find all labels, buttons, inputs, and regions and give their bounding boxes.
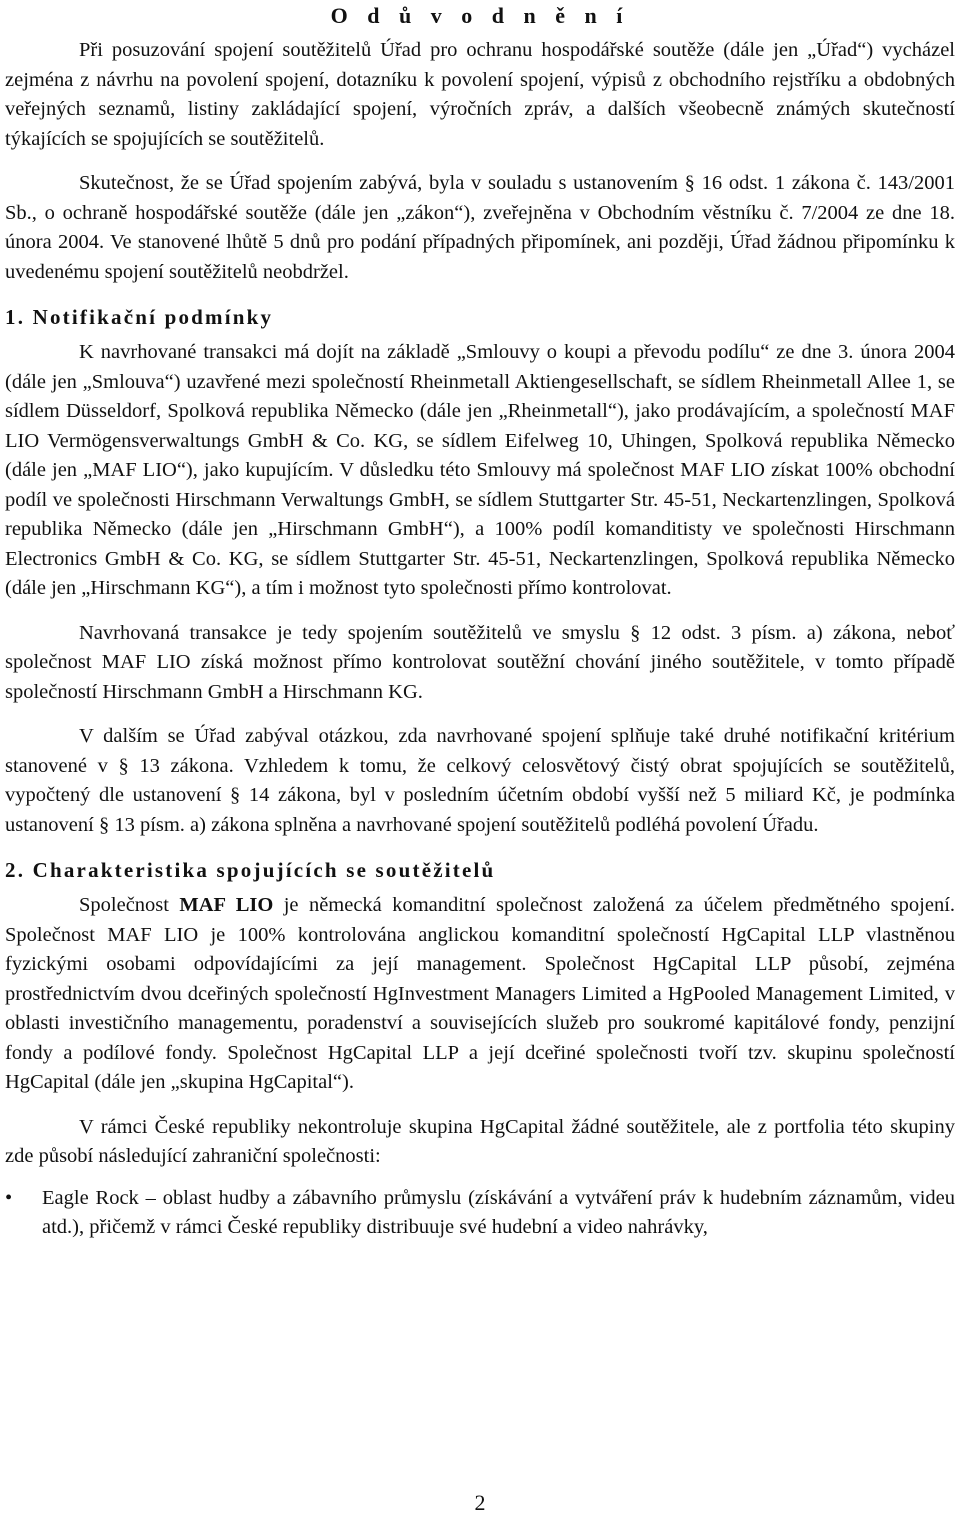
portfolio-list	[5, 1184, 955, 1243]
list-item	[5, 1184, 955, 1243]
bullet-icon: •	[5, 1186, 13, 1209]
company-name-maf-lio: MAF LIO	[179, 894, 274, 916]
page-number: 2	[474, 1490, 486, 1515]
paragraph-publication: Skutečnost, že se Úřad spojením zabývá, byla v souladu s ustanovením § 16 odst. 1 zákona č. 143/2001 Sb., o ochraně hospodářské soutěže (dále jen „zákon“), zveřejněna v Obchodním věstníku č. 7/2004 ze dne 18. února 2004. Ve stanovené lhůtě 5 dnů pro podání případných připomínek, ani později, Úřad žádnou připomínku k uvedenému spojení soutěžitelů neobdržel.	[5, 172, 955, 283]
paragraph-notification-criterion: V dalším se Úřad zabýval otázkou, zda navrhované spojení splňuje také druhé notifikační kritérium stanovené v § 13 zákona. Vzhledem k tomu, že celkový celosvětový čistý obrat spojujících se soutěžitelů, vypočtený dle ustanovení § 14 zákona, byl v posledním účetním období vyšší než 5 miliard Kč, je podmínka ustanovení § 13 písm. a) zákona splněna a navrhované spojení soutěžitelů podléhá povolení Úřadu.	[5, 725, 955, 836]
paragraph-transaction: K navrhované transakci má dojít na základě „Smlouvy o koupi a převodu podílu“ ze dne 3. února 2004 (dále jen „Smlouva“) uzavřené mezi společností Rheinmetall Aktiengesellschaft, se sídlem Rheinmetall Allee 1, se sídlem Düsseldorf, Spolková republika Německo (dále jen „Rheinmetall“), jako prodávajícím, a společností MAF LIO Vermögensverwaltungs GmbH & Co. KG, se sídlem Eifelweg 10, Uhingen, Spolková republika Německo (dále jen „MAF LIO“), jako kupujícím. V důsledku této Smlouvy má společnost MAF LIO získat 100% obchodní podíl ve společnosti Hirschmann Verwaltungs GmbH, se sídlem Stuttgarter Str. 45-51, Neckartenzlingen, Spolková republika Německo (dále jen „Hirschmann GmbH“), a 100% podíl komanditisty ve společnosti Hirschmann Electronics GmbH & Co. KG, se sídlem Stuttgarter Str. 45-51, Neckartenzlingen, Spolková republika Německo (dále jen „Hirschmann KG“), a tím i možnost tyto společnosti přímo kontrolovat.	[5, 341, 955, 599]
section-heading-characteristics: 2. Charakteristika spojujících se soutěžitelů	[5, 858, 496, 882]
page-title: O d ů v o d n ě n í	[330, 3, 630, 28]
document-page	[5, 0, 955, 1243]
paragraph-intro: Při posuzování spojení soutěžitelů Úřad pro ochranu hospodářské soutěže (dále jen „Úřad“) vycházel zejména z návrhu na povolení spojení, dotazníku k povolení spojení, výpisů z obchodního rejstříku a obdobných veřejných seznamů, listiny zakládající spojení, výročních zpráv, a dalších všeobecně známých skutečností týkajících se spojujících se soutěžitelů.	[5, 39, 955, 150]
section-heading-notification: 1. Notifikační podmínky	[5, 305, 274, 329]
paragraph-maf-lio	[5, 891, 955, 1098]
paragraph-czech-portfolio: V rámci České republiky nekontroluje skupina HgCapital žádné soutěžitele, ale z portfolia této skupiny zde působí následující zahraniční společnosti:	[5, 1115, 955, 1167]
paragraph-maf-lio-pre: Společnost	[79, 894, 180, 916]
paragraph-merger-definition: Navrhovaná transakce je tedy spojením soutěžitelů ve smyslu § 12 odst. 3 písm. a) zákona, neboť společnost MAF LIO získá možnost přímo kontrolovat soutěžní chování jiného soutěžitele, v tomto případě společností Hirschmann GmbH a Hirschmann KG.	[5, 621, 955, 703]
paragraph-maf-lio-post: je německá komanditní společnost založená za účelem předmětného spojení. Společnost MAF LIO je 100% kontrolována anglickou komanditní společností HgCapital LLP vlastněnou fyzickými osobami odpovídajícími za její management. Společnost HgCapital LLP působí, zejména prostřednictvím dvou dceřiných společností HgInvestment Managers Limited a HgPooled Management Limited, v oblasti investičního managementu, poradenství a souvisejících služeb pro soukromé kapitálové fondy, penzijní fondy a podílové fondy. Společnost HgCapital LLP a její dceřiné společnosti tvoří tzv. skupinu společností HgCapital (dále jen „skupina HgCapital“).	[5, 894, 956, 1093]
list-item-text: Eagle Rock – oblast hudby a zábavního průmyslu (získávání a vytváření práv k hudebním záznamům, videu atd.), přičemž v rámci České republiky distribuuje své hudební a video nahrávky,	[42, 1186, 955, 1238]
